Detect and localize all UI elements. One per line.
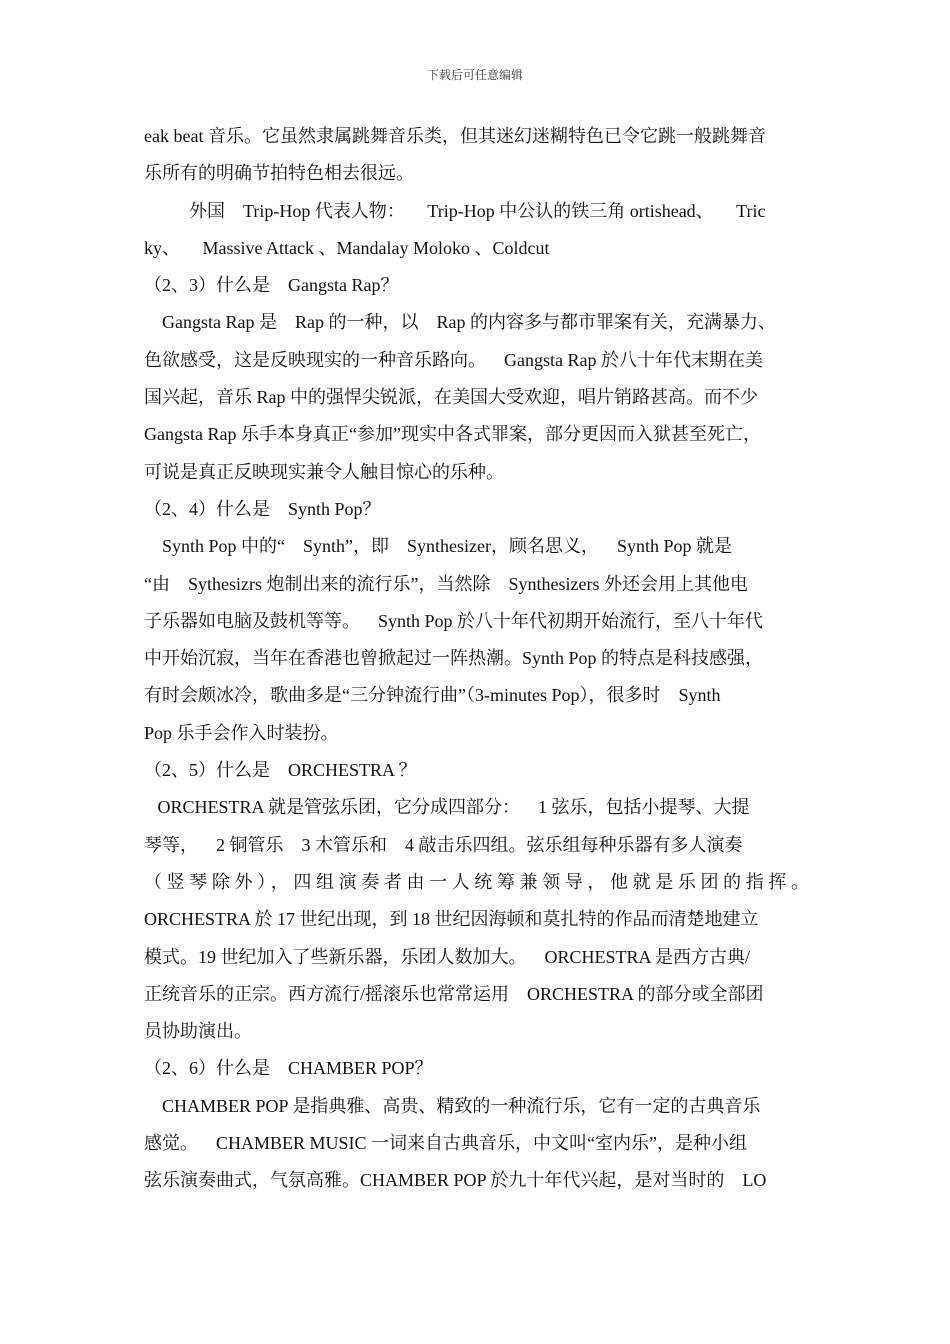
text-line: CHAMBER POP 是指典雅、高贵、精致的一种流行乐，它有一定的古典音乐 [144,1095,761,1116]
text-line: 员协助演出。 [144,1021,252,1042]
text-line: 模式。19 世纪加入了些新乐器，乐团人数加大。 ORCHESTRA 是西方古典/ [144,946,751,967]
text-line: Synth Pop 中的“ Synth”，即 Synthesizer，顾名思义， Synth Pop 就是 [144,536,733,557]
text-line: 感觉。 CHAMBER MUSIC 一词来自古典音乐，中文叫“室内乐”，是种小组 [144,1133,748,1154]
text-line: Gangsta Rap 乐手本身真正“参加”现实中各式罪案，部分更因而入狱甚至死亡， [144,424,761,445]
text-line: 琴等， 2 铜管乐 3 木管乐和 4 敲击乐四组。弦乐组每种乐器有多人演奏 [144,834,743,855]
text-line: eak beat 音乐。它虽然隶属跳舞音乐类，但其迷幻迷糊特色已令它跳一般跳舞音 [144,126,766,146]
text-line: （竖琴除外），四组演奏者由一人统筹兼领导，他就是乐团的指挥。 [144,871,809,892]
section-heading: （2、6）什么是 CHAMBER POP？ [144,1058,433,1079]
text-line: 可说是真正反映现实兼令人触目惊心的乐种。 [144,461,504,482]
text-line: ORCHESTRA 於 17 世纪出现，到 18 世纪因海顿和莫扎特的作品而清楚地建立 [144,909,759,930]
section-heading: （2、3）什么是 Gangsta Rap？ [144,275,399,296]
text-line: ky、 Massive Attack 、Mandalay Moloko 、Coldcut [144,237,550,258]
text-line: 子乐器如电脑及鼓机等等。 Synth Pop 於八十年代初期开始流行，至八十年代 [144,610,764,631]
text-line: 正统音乐的正宗。西方流行/摇滚乐也常常运用 ORCHESTRA 的部分或全部团 [144,983,764,1004]
text-line: ORCHESTRA 就是管弦乐团，它分成四部分： 1 弦乐，包括小提琴、大提 [144,797,750,818]
text-line: 国兴起，音乐 Rap 中的强悍尖锐派，在美国大受欢迎，唱片销路甚高。而不少 [144,387,758,408]
document-body [144,118,809,1200]
section-heading: （2、5）什么是 ORCHESTRA ？ [144,760,417,781]
text-line: 外国 Trip-Hop 代表人物： Trip-Hop 中公认的铁三角 ortishead、 Tric [144,200,766,221]
text-line: Gangsta Rap 是 Rap 的一种，以 Rap 的内容多与都市罪案有关，充满暴力、 [144,312,776,333]
text-line: 弦乐演奏曲式，气氛高雅。CHAMBER POP 於九十年代兴起，是对当时的 LO [144,1170,767,1191]
section-heading: （2、4）什么是 Synth Pop？ [144,498,381,519]
text-line: 中开始沉寂，当年在香港也曾掀起过一阵热潮。Synth Pop 的特点是科技感强， [144,648,764,669]
page-header: 下载后可任意编辑 [426,68,523,82]
text-line: 色欲感受，这是反映现实的一种音乐路向。 Gangsta Rap 於八十年代末期在美 [144,349,763,370]
text-line: 乐所有的明确节拍特色相去很远。 [144,163,414,184]
text-line: Pop 乐手会作入时装扮。 [144,722,339,743]
text-line: 有时会颇冰冷，歌曲多是“三分钟流行曲”（3-minutes Pop），很多时 Synth [144,685,721,706]
text-line: “由 Sythesizrs 炮制出来的流行乐”，当然除 Synthesizers 外还会用上其他电 [144,573,748,594]
